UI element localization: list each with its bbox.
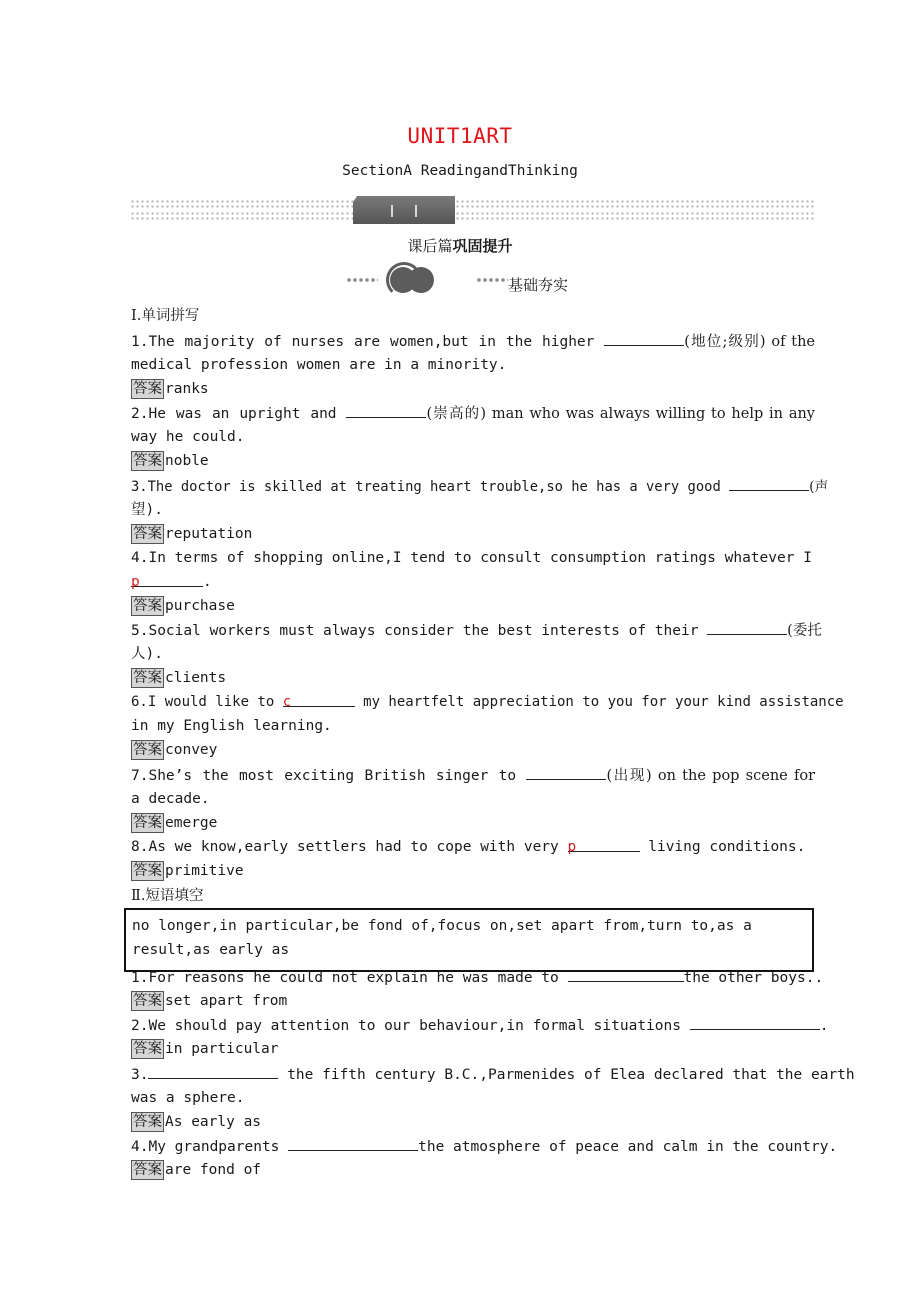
p2-q4-line: 4.My grandparents the atmosphere of peace and calm in the country. [131,1136,837,1157]
answer-blank[interactable] [568,967,684,982]
section-heading-normal: 课后篇 [407,237,453,255]
answer-tag: 答案 [133,1041,162,1057]
q4-line1: 4.In terms of shopping online,I tend to consult consumption ratings whatever I [131,550,812,566]
q3-line1: 3.The doctor is skilled at treating heart trouble,so he has a very good (声 [131,476,815,497]
p2-q3-line1: 3. the fifth century B.C.,Parmenides of Elea declared that the earth [131,1064,855,1085]
p2-q1-line: 1.For reasons he could not explain he was made to the other boys.. [131,967,823,988]
answer-blank[interactable] [707,620,787,635]
answer-blank[interactable] [604,331,684,346]
answer-tag: 答案 [133,526,162,542]
page-title: UNIT1ART [407,124,513,148]
answer-tag: 答案 [133,1162,162,1178]
answer-tag: 答案 [133,1114,162,1130]
answer-blank[interactable] [526,765,606,780]
p2-q1-answer: 答案 set apart from [133,993,288,1009]
q2-line2: way he could. [131,429,245,445]
subsection-badge [346,262,586,296]
p2-q3-line2: was a sphere. [131,1090,245,1106]
answer-blank[interactable] [690,1015,820,1030]
q6-line2: in my English learning. [131,718,332,734]
answer-tag: 答案 [133,742,162,758]
decorative-banner [130,196,816,224]
answer-tag: 答案 [133,815,162,831]
answer-tag: 答案 [133,863,162,879]
phrase-bank-box: no longer,in particular,be fond of,focus on,set apart from,turn to,as a result,as early as [124,908,814,972]
circle-icon [408,267,434,293]
q7-line1: 7.She’s the most exciting British singer to (出现) on the pop scene for [131,765,815,786]
q7-line2: a decade. [131,791,210,807]
q4-answer: 答案 purchase [133,598,235,614]
q6-line1: 6.I would like to c my heartfelt appreciation to you for your kind assistance [131,694,844,710]
section-heading [0,235,920,256]
p2-q2-line: 2.We should pay attention to our behaviour,in formal situations . [131,1015,828,1036]
q1-line1: 1.The majority of nurses are women,but in the higher (地位;级别) of the [131,331,815,352]
q2-answer: 答案 noble [133,453,209,469]
answer-blank[interactable] [288,1136,418,1151]
q8-answer: 答案 primitive [133,863,244,879]
answer-blank[interactable] [346,403,426,418]
part2-heading: Ⅱ.短语填空 [131,888,204,904]
answer-blank[interactable] [148,1064,278,1079]
p2-q3-answer: 答案 As early as [133,1114,262,1130]
dotted-rule-bottom [130,211,816,221]
q5-line1: 5.Social workers must always consider the best interests of their (委托 [131,620,815,641]
q3-line2: 望). [131,502,163,518]
answer-tag: 答案 [133,381,162,397]
dots-right [476,278,508,282]
answer-blank[interactable]: p [131,572,203,587]
answer-blank[interactable]: c [283,692,355,707]
subsection-label: 基础夯实 [508,276,569,294]
dots-left [346,278,378,282]
q6-answer: 答案 convey [133,742,218,758]
p2-q4-answer: 答案 are fond of [133,1162,262,1178]
q5-answer: 答案 clients [133,670,227,686]
answer-tag: 答案 [133,598,162,614]
answer-tag: 答案 [133,670,162,686]
q7-answer: 答案 emerge [133,815,218,831]
answer-blank[interactable] [729,476,809,491]
answer-tag: 答案 [133,993,162,1009]
section-subtitle: SectionA ReadingandThinking [342,163,578,179]
part1-heading: Ⅰ.单词拼写 [131,308,200,324]
q2-line1: 2.He was an upright and (崇高的) man who was always willing to help in any [131,403,815,424]
answer-tag: 答案 [133,453,162,469]
q1-line2: medical profession women are in a minority. [131,357,507,373]
section-heading-bold: 巩固提升 [452,237,513,255]
q8-line1: 8.As we know,early settlers had to cope with very p living conditions. [131,839,806,855]
p2-q2-answer: 答案 in particular [133,1041,279,1057]
banner-tab [353,196,455,224]
dotted-rule-top [130,199,816,209]
q3-answer: 答案 reputation [133,526,253,542]
q1-answer: 答案 ranks [133,381,209,397]
q5-line2: 人). [131,646,163,662]
answer-blank[interactable]: p [568,837,640,852]
q4-line2: p . [131,574,212,590]
